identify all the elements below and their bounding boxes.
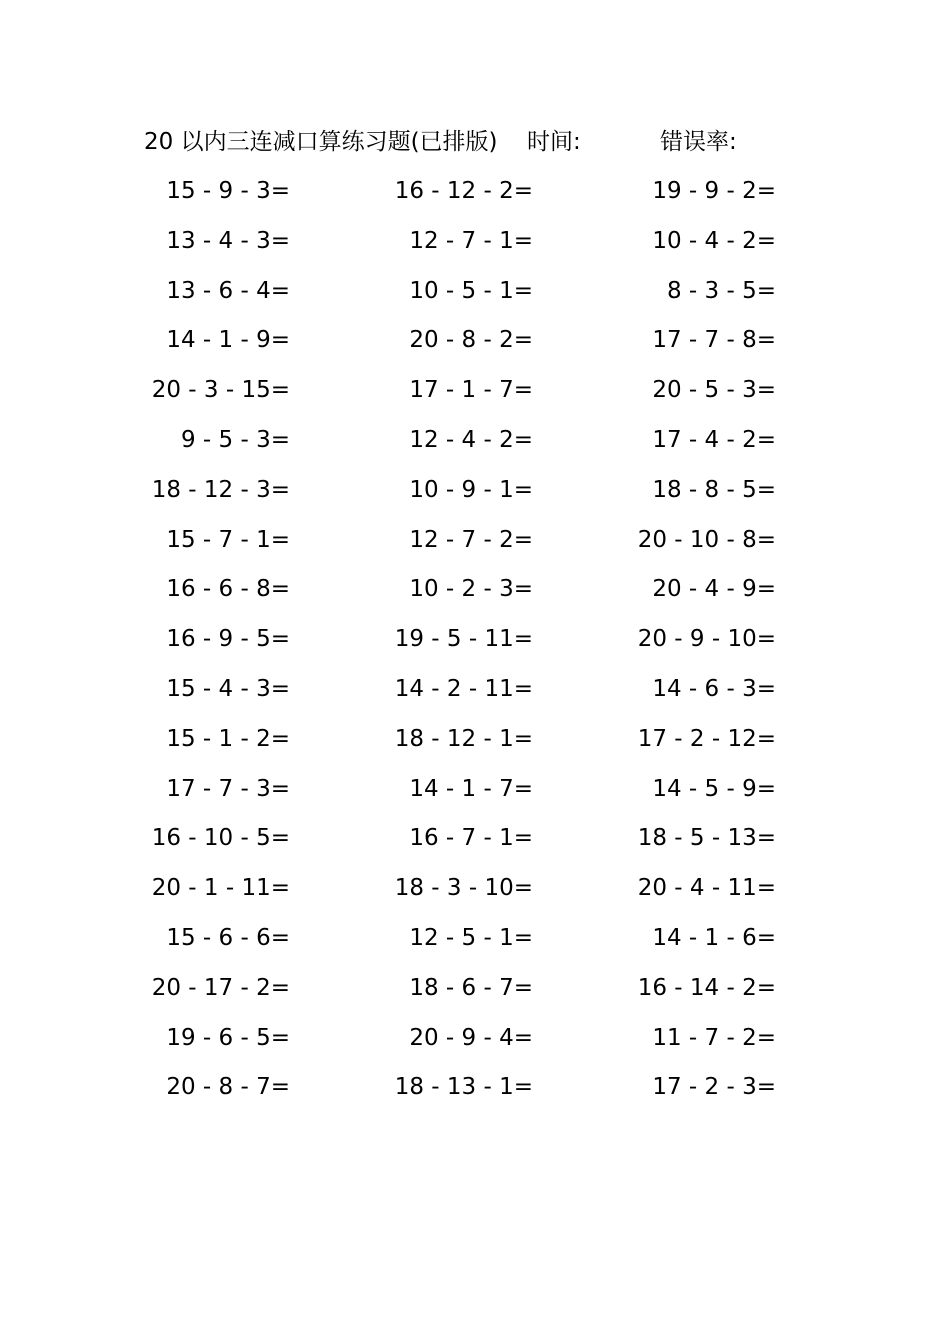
problem-cell: 16 - 14 - 2=	[637, 974, 776, 1001]
problem-row	[0, 270, 950, 320]
problem-row	[0, 369, 950, 419]
problem-cell: 18 - 8 - 5=	[652, 476, 776, 503]
problem-cell: 20 - 5 - 3=	[652, 377, 776, 404]
problem-cell: 17 - 2 - 3=	[652, 1074, 776, 1101]
problem-row	[0, 568, 950, 618]
problem-cell: 20 - 8 - 2=	[409, 327, 533, 354]
problem-row	[0, 668, 950, 718]
problem-cell: 18 - 5 - 13=	[637, 825, 776, 852]
problem-cell: 12 - 7 - 2=	[409, 526, 533, 553]
problem-cell: 16 - 9 - 5=	[166, 626, 290, 653]
problem-cell: 20 - 10 - 8=	[637, 526, 776, 553]
problem-cell: 12 - 7 - 1=	[409, 227, 533, 254]
problem-cell: 17 - 4 - 2=	[652, 426, 776, 453]
problem-cell: 17 - 7 - 3=	[166, 775, 290, 802]
problem-row	[0, 817, 950, 867]
problem-cell: 15 - 7 - 1=	[166, 526, 290, 553]
problem-cell: 18 - 12 - 1=	[394, 725, 533, 752]
problem-cell: 10 - 2 - 3=	[409, 576, 533, 603]
problem-cell: 16 - 7 - 1=	[409, 825, 533, 852]
problem-cell: 10 - 5 - 1=	[409, 277, 533, 304]
problem-row	[0, 917, 950, 967]
problem-cell: 14 - 1 - 9=	[166, 327, 290, 354]
problem-row	[0, 1017, 950, 1067]
problem-cell: 17 - 1 - 7=	[409, 377, 533, 404]
problem-cell: 18 - 12 - 3=	[151, 476, 290, 503]
problem-cell: 15 - 9 - 3=	[166, 178, 290, 204]
problem-row	[0, 768, 950, 818]
problem-row	[0, 419, 950, 469]
problem-cell: 19 - 5 - 11=	[394, 626, 533, 653]
problem-row	[0, 469, 950, 519]
problem-cell: 11 - 7 - 2=	[652, 1024, 776, 1051]
problem-row	[0, 967, 950, 1017]
problem-cell: 20 - 4 - 11=	[637, 875, 776, 902]
problem-cell: 16 - 12 - 2=	[394, 178, 533, 204]
problem-cell: 9 - 5 - 3=	[180, 426, 290, 453]
problem-cell: 10 - 4 - 2=	[652, 227, 776, 254]
problem-cell: 16 - 10 - 5=	[151, 825, 290, 852]
problem-cell: 10 - 9 - 1=	[409, 476, 533, 503]
problem-row	[0, 170, 950, 220]
problem-cell: 20 - 9 - 4=	[409, 1024, 533, 1051]
problem-row	[0, 519, 950, 569]
error-rate-label: 错误率:	[660, 129, 737, 155]
problem-row	[0, 867, 950, 917]
problem-cell: 14 - 1 - 6=	[652, 924, 776, 951]
problem-cell: 14 - 5 - 9=	[652, 775, 776, 802]
problem-cell: 14 - 2 - 11=	[394, 675, 533, 702]
problem-cell: 16 - 6 - 8=	[166, 576, 290, 603]
problem-cell: 14 - 6 - 3=	[652, 675, 776, 702]
problem-cell: 20 - 1 - 11=	[151, 875, 290, 902]
problem-cell: 15 - 6 - 6=	[166, 924, 290, 951]
worksheet-header	[0, 124, 950, 160]
problem-cell: 8 - 3 - 5=	[666, 277, 776, 304]
problem-cell: 18 - 6 - 7=	[409, 974, 533, 1001]
worksheet-title: 20 以内三连减口算练习题(已排版)	[144, 129, 498, 155]
problem-row	[0, 319, 950, 369]
problem-cell: 18 - 13 - 1=	[394, 1074, 533, 1101]
problem-cell: 13 - 6 - 4=	[166, 277, 290, 304]
problem-cell: 15 - 1 - 2=	[166, 725, 290, 752]
problem-cell: 19 - 6 - 5=	[166, 1024, 290, 1051]
problem-cell: 20 - 17 - 2=	[151, 974, 290, 1001]
problem-cell: 12 - 5 - 1=	[409, 924, 533, 951]
problem-cell: 15 - 4 - 3=	[166, 675, 290, 702]
problem-cell: 20 - 9 - 10=	[637, 626, 776, 653]
problem-cell: 18 - 3 - 10=	[394, 875, 533, 902]
problem-cell: 20 - 3 - 15=	[151, 377, 290, 404]
problem-row	[0, 220, 950, 270]
problem-row	[0, 618, 950, 668]
problem-cell: 12 - 4 - 2=	[409, 426, 533, 453]
problem-cell: 14 - 1 - 7=	[409, 775, 533, 802]
problem-row	[0, 1066, 950, 1116]
problem-cell: 17 - 7 - 8=	[652, 327, 776, 354]
problem-grid	[0, 170, 950, 1116]
problem-cell: 19 - 9 - 2=	[652, 178, 776, 204]
time-label: 时间:	[527, 129, 581, 155]
problem-cell: 13 - 4 - 3=	[166, 227, 290, 254]
problem-cell: 20 - 4 - 9=	[652, 576, 776, 603]
problem-cell: 20 - 8 - 7=	[166, 1074, 290, 1101]
problem-row	[0, 718, 950, 768]
problem-cell: 17 - 2 - 12=	[637, 725, 776, 752]
